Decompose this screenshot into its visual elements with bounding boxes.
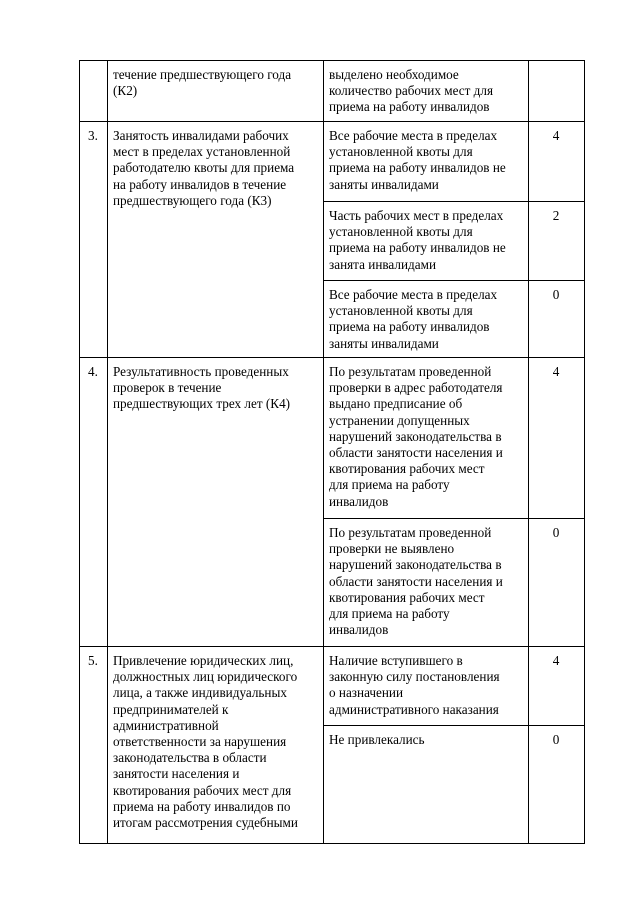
option-text: Часть рабочих мест в пределах установленной квоты для приема на работу инвалидов не занята инвалидами	[329, 208, 506, 272]
row-number: 3.	[88, 128, 98, 143]
option-text: Все рабочие места в пределах установленной квоты для приема на работу инвалидов заняты инвалидами	[329, 287, 498, 351]
option-divider	[323, 725, 584, 726]
row-divider	[79, 357, 584, 358]
score-value: 2	[552, 208, 560, 223]
criterion-text: Занятость инвалидами рабочих мест в пределах установленной работодателю квоты для приема на работу инвалидов в течение предшествующего года (К3)	[113, 128, 295, 208]
column-divider	[528, 60, 529, 844]
option-text: По результатам проведенной проверки в адрес работодателя выдано предписание об устранении допущенных нарушений законодательства в области занятости населения и квотирования рабочих мест для приема на работу инвалидов	[329, 364, 503, 509]
column-divider	[323, 60, 324, 844]
option-text: Наличие вступившего в законную силу постановления о назначении административного наказания	[329, 653, 500, 717]
option-text: По результатам проведенной проверки не выявлено нарушений законодательства в области занятости населения и квотирования рабочих мест для приема на работу инвалидов	[329, 525, 503, 638]
criterion-text: течение предшествующего года (К2)	[113, 67, 292, 99]
criterion-text: Привлечение юридических лиц, должностных лиц юридического лица, а также индивидуальных предпринимателей к административной ответственности за нарушения законодательства в области занятости населения и квотирования рабочих мест для приема на работу инвалидов по итогам рассмотрения судебными	[113, 653, 298, 831]
score-value: 4	[552, 653, 560, 668]
row-divider	[79, 646, 584, 647]
table-border-top	[79, 60, 584, 61]
score-value: 4	[552, 364, 560, 379]
option-text: Все рабочие места в пределах установленной квоты для приема на работу инвалидов не заняты инвалидами	[329, 128, 506, 192]
criterion-text: Результативность проведенных проверок в течение предшествующих трех лет (К4)	[113, 364, 291, 412]
table-border-left	[79, 60, 80, 844]
column-divider	[107, 60, 108, 844]
table-border-bottom	[79, 843, 584, 844]
option-divider	[323, 280, 584, 281]
score-value: 0	[552, 732, 560, 747]
row-number: 4.	[88, 364, 98, 379]
option-divider	[323, 518, 584, 519]
score-value: 0	[552, 525, 560, 540]
score-value: 0	[552, 287, 560, 302]
row-divider	[79, 121, 584, 122]
option-divider	[323, 201, 584, 202]
score-value: 4	[552, 128, 560, 143]
option-text: Не привлекались	[329, 732, 425, 747]
option-text: выделено необходимое количество рабочих мест для приема на работу инвалидов	[329, 67, 494, 115]
row-number: 5.	[88, 653, 98, 668]
table-border-right	[584, 60, 585, 844]
